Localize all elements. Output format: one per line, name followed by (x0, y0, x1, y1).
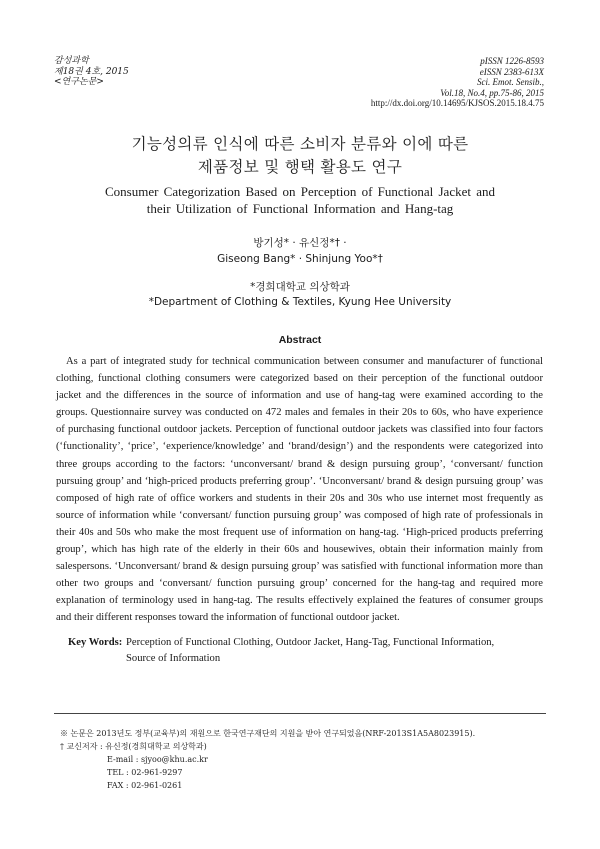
footnotes (60, 727, 475, 792)
affiliation (0, 280, 600, 310)
author-list (0, 235, 600, 267)
keywords-line2: Source of Information (126, 653, 221, 664)
affiliation-english: *Department of Clothing & Textiles, Kyung Hee University (148, 296, 452, 308)
journal-volume: 제18권 4호, 2015 (54, 66, 129, 77)
journal-name: 감성과학 (54, 56, 89, 66)
footnote-divider (54, 713, 546, 714)
abstract-body: As a part of integrated study for technical communication between consumer and manufacturer of functional clothing, functional clothing consumers were categorized based on their perception of the functional outdoor jacket and the differences in the source of information and use of hang-tag were examined according to the groups. Questionnaire survey was conducted on 472 males and females in their 20s to 60s, who have experience of purchasing functional outdoor jackets. Perception of functional outdoor jackets was classified into four factors (‘functionality’, ‘price’, ‘experience/knowledge’ and ‘brand/design’) and the respondents were categorized into three groups according to the factors: ‘unconversant/ brand & design pursuing group’, ‘conversant/ function pursuing group’ and ‘high-priced products preferring group’. ‘Unconversant/ brand & design pursuing group’ was composed of high rate of office workers and students in their 20s and 30s who use internet most frequently as source of information while ‘conversant/ function pursuing group’ was composed of high rate of professionals in their 40s and 50s who make the most frequent use of information on hang-tag. ‘High-priced products preferring group’, which has high rate of the elderly in their 60s and housewives, obtain their information mainly from salespersons. ‘Unconversant/ brand & design pursuing group’ was satisfied with functional information more than other two groups and ‘conversant/ function pursuing group’ concerned for the hang-tag and required more explanation of terminology used in hang-tag. The results effectively explained the features of consumer groups and their different responses toward the information of functional outdoor jacket. (56, 356, 543, 624)
english-title (0, 183, 600, 217)
english-title-line1: Consumer Categorization Based on Perception of Functional Jacket and (104, 184, 496, 199)
author-email: E-mail : sjyoo@khu.ac.kr (107, 755, 208, 764)
doi-link[interactable]: http://dx.doi.org/10.14695/KJSOS.2015.18.4.75 (370, 98, 544, 108)
keywords-label: Key Words: (68, 637, 123, 648)
volume-pages: Vol.18, No.4, pp.75-86, 2015 (440, 87, 544, 98)
authors-korean: 방기성* · 유신정*† · (253, 237, 347, 249)
pissn: pISSN 1226-8593 (480, 56, 544, 66)
keywords-text (126, 635, 541, 667)
eissn: eISSN 2383-613X (479, 66, 544, 77)
english-title-line2: their Utilization of Functional Information and Hang-tag (146, 201, 454, 216)
author-fax: FAX : 02-961-0261 (107, 781, 183, 790)
korean-title-line2: 제품정보 및 행택 활용도 연구 (197, 158, 403, 176)
funding-note: ※ 논문은 2013년도 정부(교육부)의 재원으로 한국연구재단의 지원을 받아 연구되었음(NRF-2013S1A5A8023915). (60, 729, 476, 738)
korean-title-line1: 기능성의류 인식에 따른 소비자 분류와 이에 따른 (131, 135, 469, 153)
abstract-heading: Abstract (278, 334, 322, 346)
corresponding-author: † 교신저자 : 유신정(경희대학교 의상학과) (60, 742, 207, 751)
authors-english: Giseong Bang* · Shinjung Yoo*† (217, 253, 383, 265)
keywords (68, 635, 548, 667)
keywords-line1: Perception of Functional Clothing, Outdoor Jacket, Hang-Tag, Functional Information, (126, 637, 495, 648)
author-tel: TEL : 02-961-9297 (107, 768, 183, 777)
article-type: <연구논문> (54, 77, 104, 87)
journal-header-right (371, 56, 544, 109)
korean-title (0, 133, 600, 179)
affiliation-korean: *경희대학교 의상학과 (250, 281, 350, 293)
journal-abbrev: Sci. Emot. Sensib., (477, 77, 544, 87)
journal-header-left (54, 56, 129, 88)
